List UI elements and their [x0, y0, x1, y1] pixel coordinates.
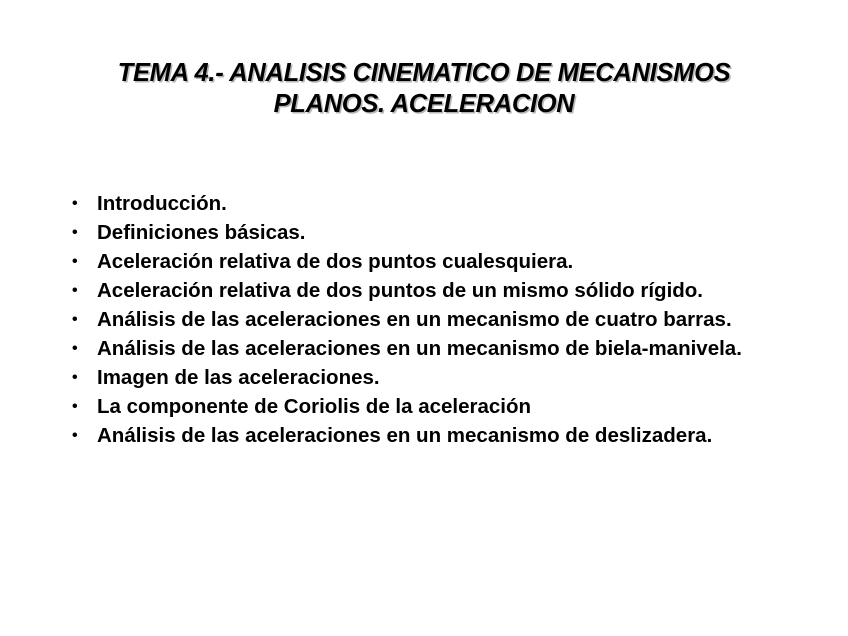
bullet-icon: •	[72, 398, 78, 415]
bullet-icon: •	[72, 282, 78, 299]
bullet-icon: •	[72, 195, 78, 212]
topic-list	[72, 193, 776, 454]
topic-item-definiciones	[72, 222, 776, 243]
topic-item-coriolis	[72, 396, 776, 417]
bullet-icon: •	[72, 369, 78, 386]
topic-text: Aceleración relativa de dos puntos cualesquiera.	[97, 250, 574, 273]
topic-text: Análisis de las aceleraciones en un mecanismo de biela-manivela.	[97, 337, 742, 360]
topic-text: Aceleración relativa de dos puntos de un mismo sólido rígido.	[97, 279, 704, 302]
bullet-icon: •	[72, 340, 78, 357]
slide-title-line-1: TEMA 4.- ANALISIS CINEMATICO DE MECANISMOS	[117, 59, 731, 87]
topic-item-biela-manivela	[72, 338, 776, 359]
bullet-icon: •	[72, 224, 78, 241]
topic-item-aceleracion-relativa	[72, 251, 776, 272]
topic-item-imagen	[72, 367, 776, 388]
slide-title-line-2: PLANOS. ACELERACION	[273, 90, 575, 118]
bullet-icon: •	[72, 311, 78, 328]
topic-text: La componente de Coriolis de la aceleración	[97, 395, 532, 418]
topic-item-cuatro-barras	[72, 309, 776, 330]
topic-text: Imagen de las aceleraciones.	[97, 366, 380, 389]
topic-text: Análisis de las aceleraciones en un mecanismo de deslizadera.	[97, 424, 713, 447]
topic-item-introduccion	[72, 193, 776, 214]
topic-item-solido-rigido	[72, 280, 776, 301]
topic-text: Análisis de las aceleraciones en un mecanismo de cuatro barras.	[97, 308, 732, 331]
bullet-icon: •	[72, 427, 78, 444]
bullet-icon: •	[72, 253, 78, 270]
topic-text: Definiciones básicas.	[97, 221, 306, 244]
topic-item-deslizadera	[72, 425, 776, 446]
slide-title	[40, 58, 808, 120]
topic-text: Introducción.	[97, 192, 227, 215]
